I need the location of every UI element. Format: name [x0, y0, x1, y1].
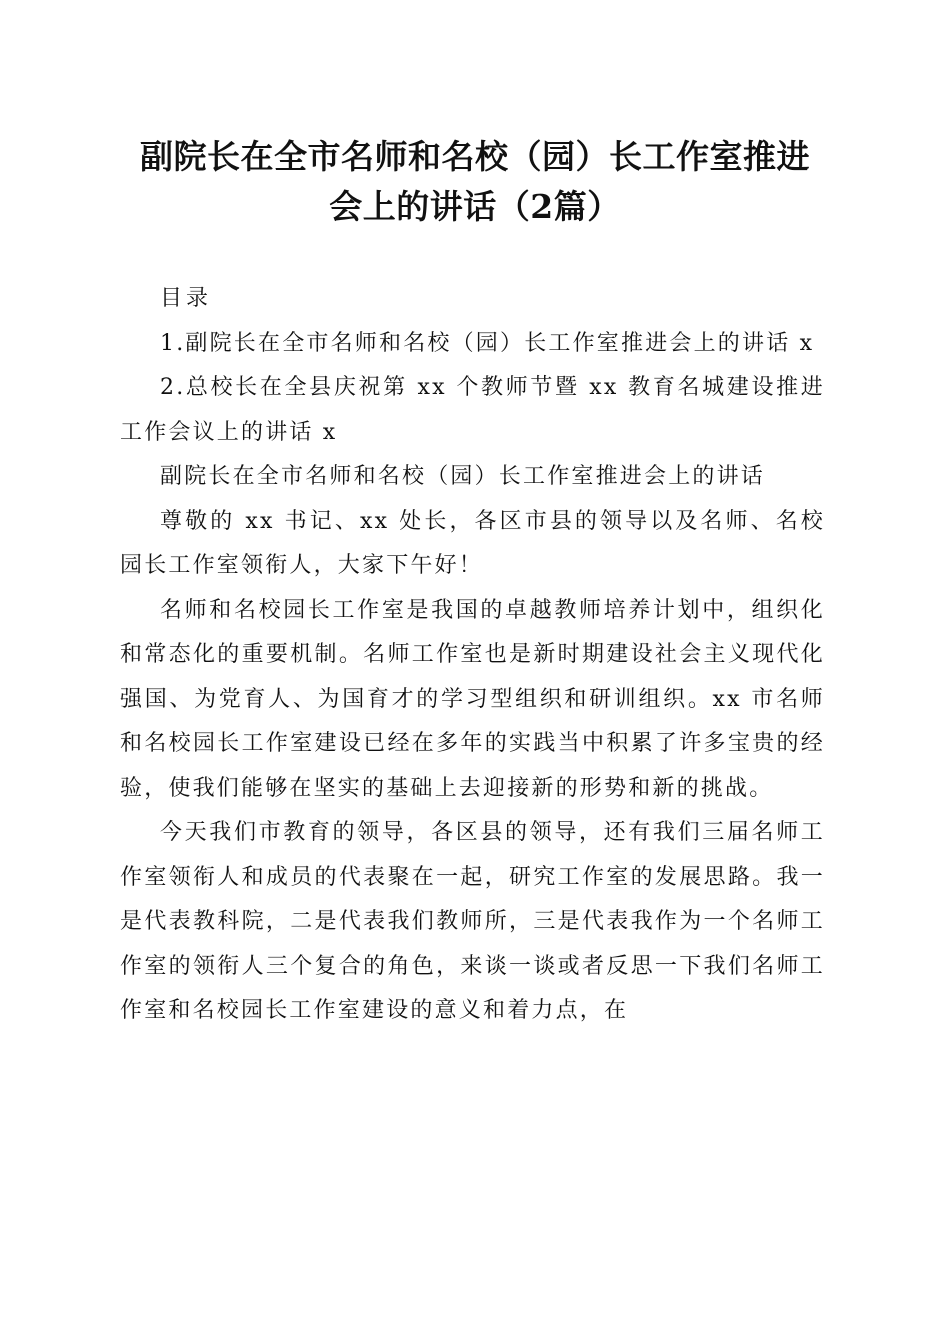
speech-title: 副院长在全市名师和名校（园）长工作室推进会上的讲话 [160, 464, 766, 489]
toc-item: 2.总校长在全县庆祝第 xx 个教师节暨 xx 教育名城建设推进工作会议上的讲话 x [120, 375, 825, 445]
paragraph: 名师和名校园长工作室是我国的卓越教师培养计划中，组织化和常态化的重要机制。名师工作室也是新时期建设社会主义现代化强国、为党育人、为国育才的学习型组织和研训组织。xx 市名师和名校园长工作室建设已经在多年的实践当中积累了许多宝贵的经验，使我们能够在坚实的基础上去迎接新的形势和新的挑战。 [120, 597, 825, 801]
document-title [110, 132, 840, 232]
toc-heading: 目录 [160, 286, 213, 311]
toc-item: 1.副院长在全市名师和名校（园）长工作室推进会上的讲话 x [160, 330, 815, 356]
paragraph: 今天我们市教育的领导，各区县的领导，还有我们三届名师工作室领衔人和成员的代表聚在一起，研究工作室的发展思路。我一是代表教科院，二是代表我们教师所，三是代表我作为一个名师工作室的领衔人三个复合的角色，来谈一谈或者反思一下我们名师工作室和名校园长工作室建设的意义和着力点，在 [120, 820, 825, 1023]
paragraph: 尊敬的 xx 书记、xx 处长，各区市县的领导以及名师、名校园长工作室领衔人，大家下午好！ [120, 508, 825, 578]
document-body [120, 277, 825, 1034]
title-line-1: 副院长在全市名师和名校（园）长工作室推进 [140, 137, 810, 176]
title-line-2: 会上的讲话（2篇） [329, 187, 621, 226]
